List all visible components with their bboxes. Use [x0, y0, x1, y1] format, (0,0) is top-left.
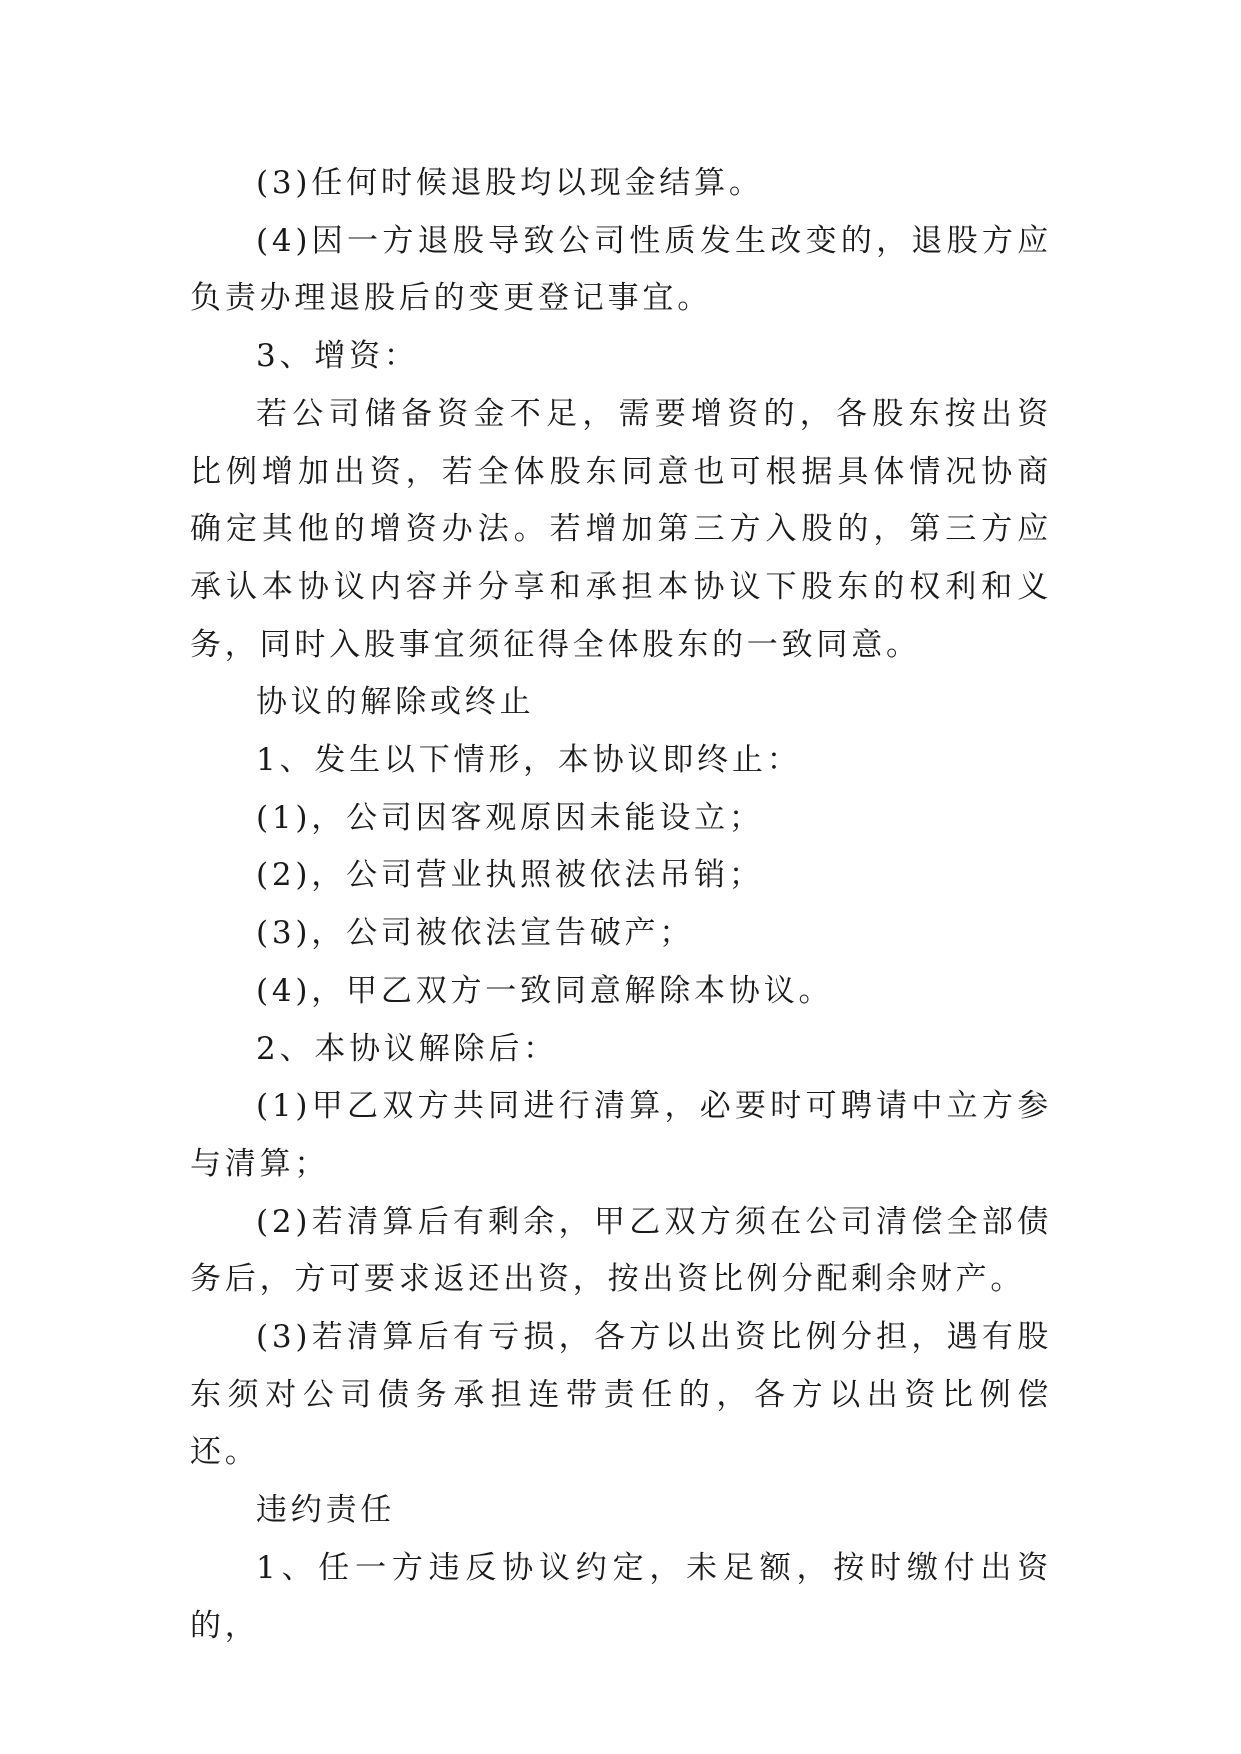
- list-item-termination-4: (4)，甲乙双方一致同意解除本协议。: [256, 972, 834, 1009]
- list-item-termination-2: (2)，公司营业执照被依法吊销；: [256, 857, 764, 894]
- section-heading-termination: 协议的解除或终止: [256, 684, 535, 721]
- paragraph-breach-1: 1、任一方违反协议约定，未足额，按时缴付出资的，: [190, 1549, 1052, 1644]
- paragraph-after-termination: 2、本协议解除后：: [256, 1030, 558, 1067]
- section-heading-breach-liability: 违约责任: [256, 1492, 396, 1529]
- document-body: [190, 155, 1052, 1655]
- list-item-termination-1: (1)，公司因客观原因未能设立；: [256, 799, 764, 836]
- paragraph-capital-increase: 若公司储备资金不足，需要增资的，各股东按出资比例增加出资，若全体股东同意也可根据具体情况协商确定其他的增资办法。若增加第三方入股的，第三方应承认本协议内容并分享和承担本协议下股东的权利和义务，同时入股事宜须征得全体股东的一致同意。: [190, 395, 1052, 663]
- paragraph-termination-conditions: 1、发生以下情形，本协议即终止：: [256, 742, 802, 779]
- list-item-termination-3: (3)，公司被依法宣告破产；: [256, 915, 695, 952]
- paragraph-withdrawal-registration: (4)因一方退股导致公司性质发生改变的，退股方应负责办理退股后的变更登记事宜。: [190, 222, 1052, 317]
- list-item-liquidation-1: (1)甲乙双方共同进行清算，必要时可聘请中立方参与清算；: [190, 1088, 1052, 1182]
- paragraph-withdrawal-cash-settlement: (3)任何时候退股均以现金结算。: [256, 165, 764, 201]
- list-item-liquidation-3: (3)若清算后有亏损，各方以出资比例分担，遇有股东须对公司债务承担连带责任的，各方以出资比例偿还。: [190, 1319, 1052, 1471]
- section-heading-capital-increase: 3、增资：: [256, 338, 419, 375]
- list-item-liquidation-2: (2)若清算后有剩余，甲乙双方须在公司清偿全部债务后，方可要求返还出资，按出资比例分配剩余财产。: [190, 1203, 1052, 1298]
